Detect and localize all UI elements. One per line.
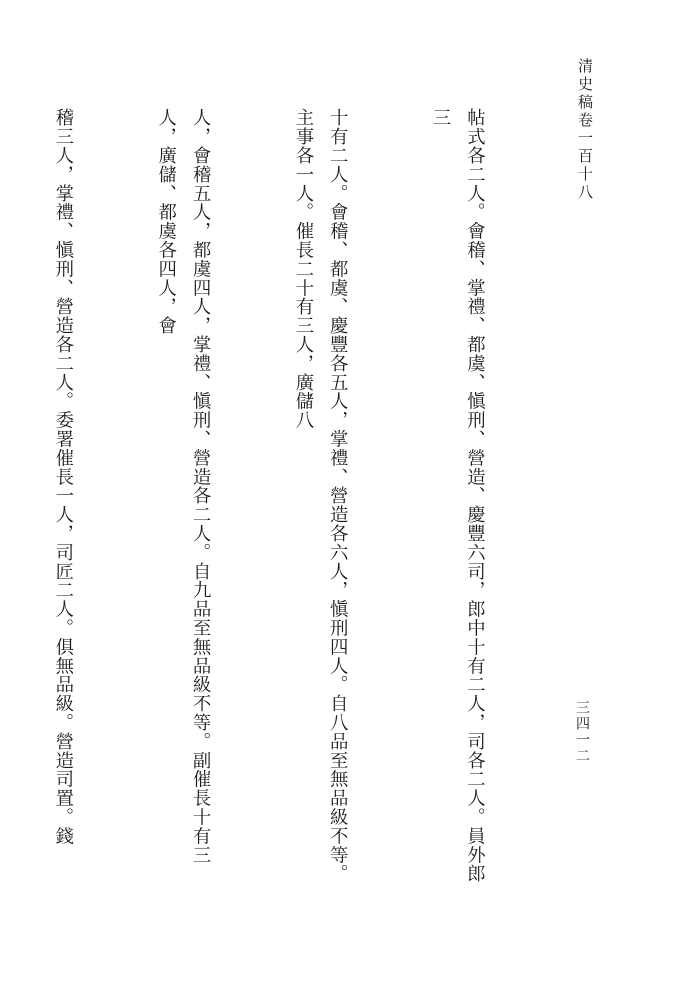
text-column: 十有二人。會稽、都虞、慶豐各五人，掌禮、營造各六人，愼刑四人。自八品至無品級不等。主事各一人。催長二十有三人，廣儲八 <box>292 108 349 883</box>
text-column: 帖式各二人。會稽、掌禮、都虞、愼刑、營造、慶豐六司，郎中十有二人，司各二人。員外郎三 <box>430 108 486 883</box>
text-column: 人，會稽五人，都虞四人，掌禮、愼刑、營造各二人。自九品至無品級不等。副催長十有三人，廣儲、都虞各四人，會 <box>155 108 212 864</box>
text-column: 稽三人，掌禮、愼刑、營造各二人。委署催長一人，司匠二人。俱無品級。營造司置。錢 <box>52 108 74 846</box>
vertical-text-body <box>52 108 560 898</box>
running-header: 清史稿卷一百十八 <box>576 58 594 202</box>
page-number: 三四一二 <box>574 700 590 764</box>
